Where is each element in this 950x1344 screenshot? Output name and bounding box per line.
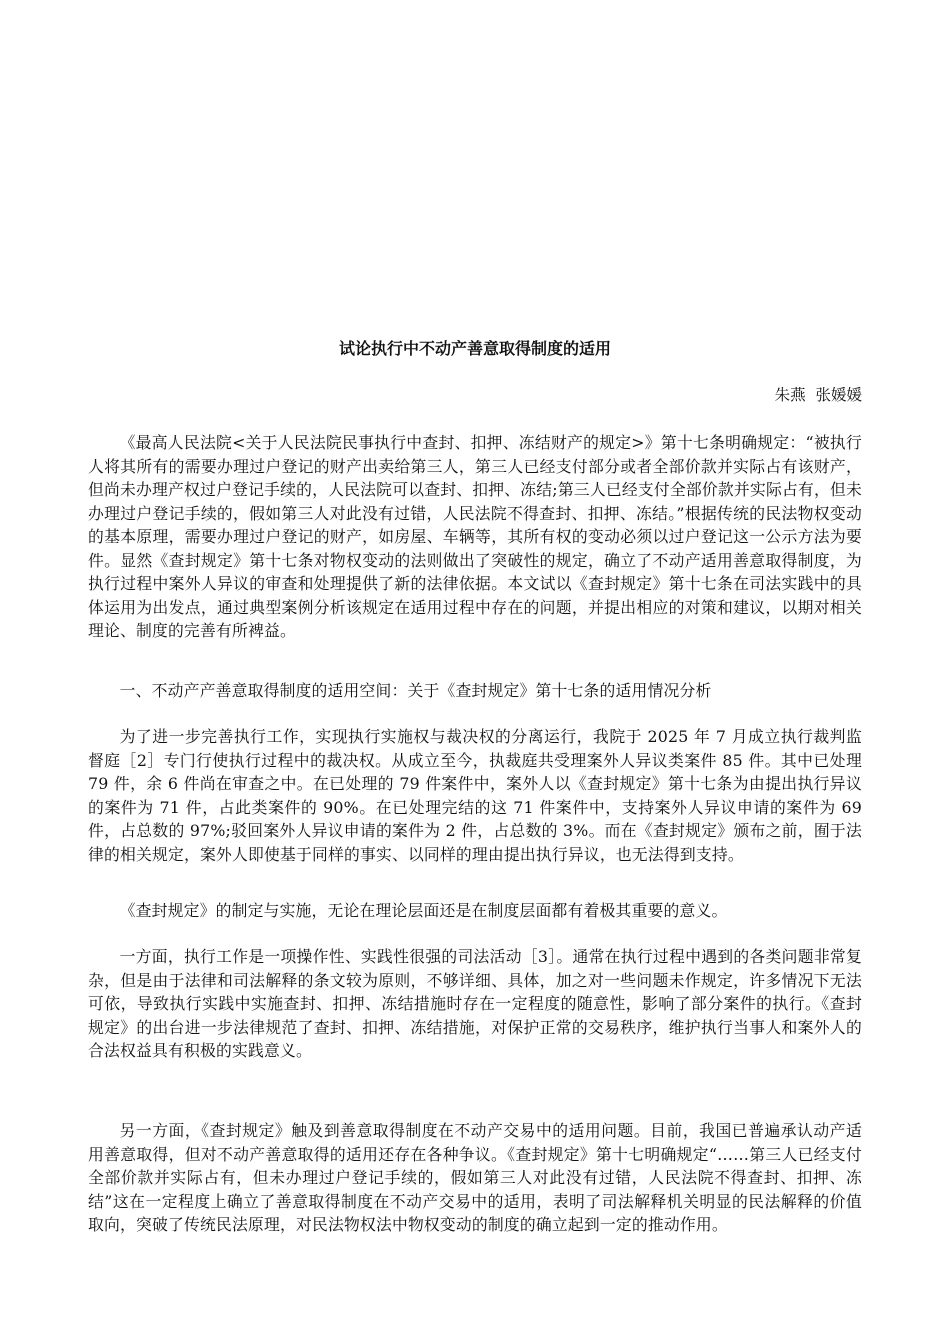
section-heading-1: 一、不动产产善意取得制度的适用空间：关于《查封规定》第十七条的适用情况分析 — [119, 681, 712, 700]
paragraph-intro: 《最高人民法院<关于人民法院民事执行中查封、扣押、冻结财产的规定>》第十七条明确规定：“被执行人将其所有的需要办理过户登记的财产出卖给第三人，第三人已经支付部分或者全部价款并实际占有该财产，但尚未办理产权过户登记手续的，人民法院可以查封、扣押、冻结;第三人已经支付全部价款并实际占有，但未办理过户登记手续的，假如第三人对此没有过错，人民法院不得查封、扣押、冻结。”根据传统的民法物权变动的基本原理，需要办理过户登记的财产，如房屋、车辆等，其所有权的变动必须以过户登记这一公示方法为要件。显然《查封规定》第十七条对物权变动的法则做出了突破性的规定，确立了不动产适用善意取得制度，为执行过程中案外人异议的审查和处理提供了新的法律依据。本文试以《查封规定》第十七条在司法实践中的具体运用为出发点，通过典型案例分析该规定在适用过程中存在的问题，并提出相应的对策和建议，以期对相关理论、制度的完善有所裨益。 — [88, 433, 862, 640]
document-page — [88, 0, 862, 1344]
paragraph-practical-aspect: 一方面，执行工作是一项操作性、实践性很强的司法活动［3］。通常在执行过程中遇到的各类问题非常复杂，但是由于法律和司法解释的条文较为原则，不够详细、具体，加之对一些问题未作规定，许多情况下无法可依，导致执行实践中实施查封、扣押、冻结措施时存在一定程度的随意性，影响了部分案件的执行。《查封规定》的出台进一步法律规范了查封、扣押、冻结措施，对保护正常的交易秩序，维护执行当事人和案外人的合法权益具有积极的实践意义。 — [88, 947, 862, 1060]
paragraph-theoretical-aspect: 另一方面，《查封规定》触及到善意取得制度在不动产交易中的适用问题。目前，我国已普遍承认动产适用善意取得，但对不动产善意取得的适用还存在各种争议。《查封规定》第十七明确规定“……第三人已经支付全部价款并实际占有，但未办理过户登记手续的，假如第三人对此没有过错，人民法院不得查封、扣押、冻结”这在一定程度上确立了善意取得制度在不动产交易中的适用，表明了司法解释机关明显的民法解释的价值取向，突破了传统民法原理，对民法物权法中物权变动的制度的确立起到一定的推动作用。 — [88, 1121, 862, 1234]
paragraph-significance: 《查封规定》的制定与实施，无论在理论层面还是在制度层面都有着极其重要的意义。 — [119, 901, 728, 920]
paragraph-statistics: 为了进一步完善执行工作，实现执行实施权与裁决权的分离运行，我院于 2025 年 7 月成立执行裁判监督庭［2］专门行使执行过程中的裁决权。从成立至今，执裁庭共受理案外人异议类案件 85 件。其中已处理 79 件，余 6 件尚在审查之中。在已处理的 79 件案件中，案外人以《查封规定》第十七条为由提出执行异议的案件为 71 件，占此类案件的 90%。在已处理完结的这 71 件案件中，支持案外人异议申请的案件为 69 件，占总数的 97%;驳回案外人异议申请的案件为 2 件，占总数的 3%。而在《查封规定》颁布之前，囿于法律的相关规定，案外人即使基于同样的事实、以同样的理由提出执行异议，也无法得到支持。 — [88, 727, 862, 864]
document-authors: 朱燕 张媛媛 — [774, 386, 862, 404]
document-title: 试论执行中不动产善意取得制度的适用 — [338, 339, 611, 358]
